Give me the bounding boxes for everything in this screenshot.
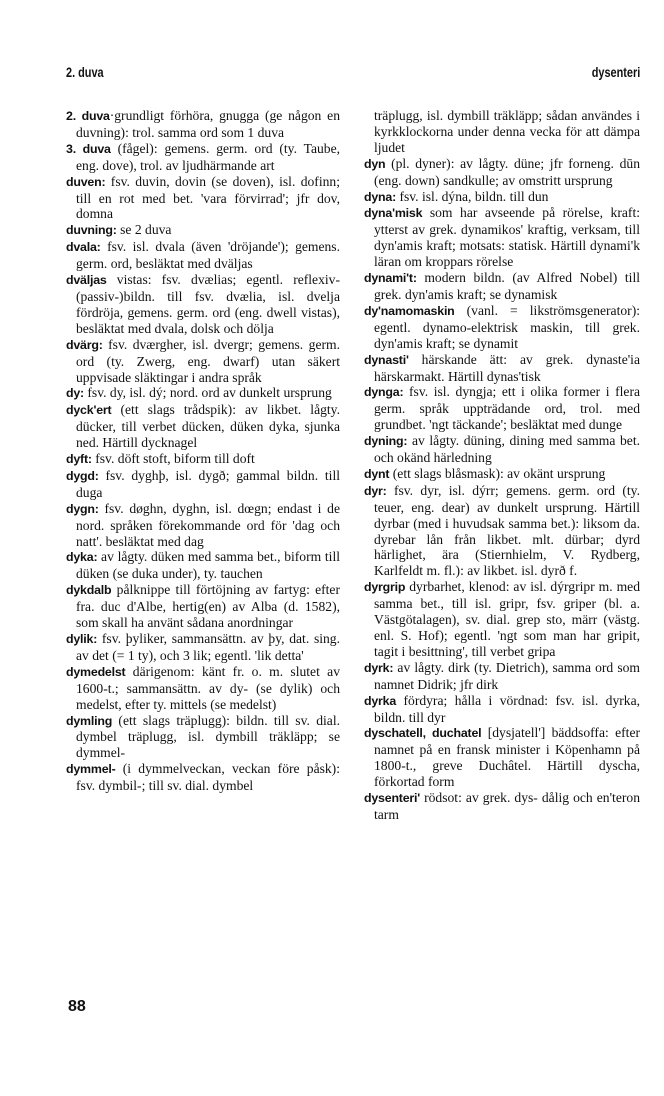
entry-headword: dymling [66, 713, 113, 728]
dictionary-entry [364, 189, 640, 206]
dictionary-entry [66, 174, 340, 223]
entry-definition: fsv. döft stoft, biform till doft [91, 451, 255, 467]
entry-definition: fsv. døghn, dyghn, isl. dœgn; endast i de nord. språken förekommande ord för 'dag och natt'. besläktat med dag [76, 500, 340, 549]
dictionary-entry [66, 582, 340, 631]
entry-headword: dymedelst [66, 664, 126, 679]
dictionary-entry [364, 466, 640, 483]
entry-definition: (ett slags blåsmask): av okänt ursprung [389, 465, 606, 481]
entry-definition: av lågty. düken med samma bet., biform till düken (se duka under), ty. tauchen [76, 549, 340, 582]
entry-headword: dyn [364, 156, 386, 171]
entry-definition: vistas: fsv. dvælias; egentl. reflexiv-(passiv-)bildn. till fsv. dvælia, isl. dvelja fördröja, gemens. germ. ord (eng. dwell vistas), besläktat med dvala, dolsk och dölja [76, 272, 340, 336]
entry-headword: dvärg: [66, 337, 103, 352]
running-header [66, 64, 640, 84]
entry-headword: dyrka [364, 693, 397, 708]
entry-headword: dy'namomaskin [364, 303, 455, 318]
dictionary-entry [364, 433, 640, 466]
entry-definition: fsv. þyliker, sammansättn. av þy, dat. sing. av det (= 1 ty), och 3 lik; egentl. 'lik detta' [76, 631, 340, 663]
entry-headword: dyrk: [364, 660, 394, 675]
dictionary-entry [364, 579, 640, 660]
dictionary-entry [364, 790, 640, 823]
dictionary-entry [66, 337, 340, 386]
entry-definition: (pl. dyner): av lågty. düne; jfr forneng. dūn (eng. down) sandkulle; av omstritt ursprung [374, 155, 640, 188]
entry-definition: härskande ätt: av grek. dynaste'ia härskarmakt. Härtill dynas'tisk [374, 351, 640, 384]
entry-headword: 2. duva [66, 109, 110, 123]
dictionary-entry [66, 761, 340, 794]
dictionary-entry [364, 156, 640, 189]
entry-headword: dygd: [66, 468, 99, 483]
dictionary-entry [66, 239, 340, 272]
dictionary-entry [364, 725, 640, 790]
entry-definition: se 2 duva [116, 222, 172, 238]
entry-headword: dynga: [364, 385, 404, 400]
entry-headword: dväljas [66, 273, 107, 288]
entry-headword: dyning: [364, 434, 408, 449]
right-column [364, 108, 640, 823]
dictionary-entry [364, 660, 640, 693]
dictionary-entry [66, 664, 340, 713]
header-right-guideword: dysenteri [591, 64, 640, 80]
entry-definition: (vanl. = likströmsgenerator): egentl. dynamo-elektrisk maskin, till grek. dyn'amis kraft; se dynamit [374, 302, 640, 351]
header-left-guideword: 2. duva [66, 64, 104, 80]
entry-definition: fsv. isl. dyngja; ett i olika former i flera germ. språk uppträdande ord, trol. med grundbet. 'ngt täckande'; besläktat med dunge [374, 384, 640, 433]
entry-headword: dyrgrip [364, 580, 406, 595]
entry-headword: dysenteri' [364, 791, 421, 806]
entry-definition: (ett slags trådspik): av likbet. lågty. dücker, till verbet dücken, düken dyka, sjunka ned. Härtill dycknagel [76, 402, 340, 451]
entry-definition: fsv. dyr, isl. dýrr; gemens. germ. ord (ty. teuer, eng. dear) av dunkelt ursprung. Härtill dyrbar (med i huvudsak samma bet.): liksom da. dyrebar lån från likbet. mlt. dürbar; dyrd härlighet, ära (Stiernhielm, V. Rydberg, Karlfeldt m. fl.): av likbet. isl. dyrð f. [374, 482, 640, 579]
entry-headword: dyschatell, duchatel [364, 726, 482, 741]
entry-headword: dykdalb [66, 583, 112, 598]
dictionary-entry [364, 303, 640, 352]
entry-definition: modern bildn. (av Alfred Nobel) till grek. dyn'amis kraft; se dynamisk [374, 270, 640, 302]
dictionary-entry [66, 385, 340, 402]
entry-headword: dynami't: [364, 271, 417, 286]
dictionary-entry [66, 222, 340, 239]
entry-definition: [dysjatell'] bäddsoffa: efter namnet på en fransk minister i Köpenhamn på 1800-t., greve Duchâtel. Härtill dyscha, förkortad form [374, 725, 640, 790]
entry-definition: fsv. dy, isl. dý; nord. ord av dunkelt ursprung [84, 385, 332, 401]
entry-headword: dylik: [66, 632, 98, 646]
entry-headword: 3. duva [66, 141, 111, 156]
entry-definition: fsv. duvin, dovin (se doven), isl. dofinn; till en rot med bet. 'vara förvirrad'; jfr dov, domna [76, 173, 340, 222]
entry-headword: dyna: [364, 189, 397, 204]
entry-definition: (ett slags träplugg): bildn. till sv. dial. dymbel träplugg, isl. dymbill träkläpp; se dymmel- [76, 712, 340, 761]
dictionary-entry [66, 108, 340, 141]
entry-headword: dyka: [66, 550, 98, 565]
entry-definition: fsv. dyghþ, isl. dygð; gammal bildn. till duga [76, 467, 340, 500]
dictionary-entry [364, 483, 640, 579]
dictionary-entry [66, 272, 340, 337]
dictionary-entry [66, 402, 340, 451]
page-number: 88 [68, 998, 86, 1015]
dictionary-entry [66, 451, 340, 468]
entry-headword: dynt [364, 466, 390, 481]
dictionary-entry [66, 631, 340, 664]
dictionary-entry [364, 270, 640, 303]
left-column [66, 108, 340, 794]
entry-definition: träplugg, isl. dymbill träkläpp; sådan användes i kyrkklockorna under denna vecka för att dämpa ljudet [374, 108, 640, 155]
dictionary-entry [66, 549, 340, 582]
dictionary-entry [66, 468, 340, 501]
dictionary-entry [66, 501, 340, 550]
entry-headword: dy: [66, 386, 84, 401]
dictionary-entry [364, 205, 640, 270]
entry-headword: dvala: [66, 240, 101, 255]
entry-definition: av lågty. dirk (ty. Dietrich), samma ord som namnet Didrik; jfr dirk [374, 659, 640, 692]
entry-definition: fördyra; hålla i vördnad: fsv. isl. dyrka, bildn. till dyr [374, 692, 640, 725]
entry-headword: dynasti' [364, 352, 409, 367]
dictionary-entry [364, 693, 640, 726]
entry-definition: (fågel): gemens. germ. ord (ty. Taube, eng. dove), trol. av ljudhärmande art [76, 140, 341, 173]
dictionary-entry [364, 352, 640, 385]
entry-headword: dyck'ert [66, 403, 112, 418]
entry-headword: duven: [66, 174, 106, 189]
dictionary-entry [66, 713, 340, 762]
entry-definition: dyrbarhet, klenod: av isl. dýrgripr m. med samma bet., till isl. gripr, fsv. griper (bl. a. Västgötalagen), sv. dial. grep sto, märr (västg. enl. S. Hof); egentl. 'ngt som man har gripit, tagit i besittning', till verbet gripa [374, 579, 640, 659]
entry-headword: dymmel- [66, 762, 116, 777]
entry-definition: rödsot: av grek. dys- dålig och en'teron tarm [374, 790, 640, 822]
entry-definition: därigenom: känt fr. o. m. slutet av 1600-t.; sammansättn. av dy- (se dylik) och medelst, efter ty. mittels (se medelst) [76, 663, 340, 712]
entry-headword: dyr: [364, 483, 387, 498]
entry-headword: duvning: [66, 223, 117, 238]
entry-definition: fsv. isl. dýna, bildn. till dun [396, 188, 549, 204]
entry-definition: pålknippe till förtöjning av fartyg: efter fra. duc d'Albe, hertig(en) av Alba (d. 1582), som skall ha använt sådana anordningar [76, 582, 340, 631]
entry-definition: (i dymmelveckan, veckan före påsk): fsv. dymbil-; till sv. dial. dymbel [76, 761, 340, 794]
entry-definition: fsv. dværgher, isl. dvergr; gemens. germ. ord (ty. Zwerg, eng. dwarf) utan säkert uppvisade släktingar i andra språk [76, 336, 340, 385]
entry-definition: ·grundligt förhöra, gnugga (ge någon en duvning): trol. samma ord som 1 duva [76, 108, 340, 140]
entry-definition: fsv. isl. dvala (även 'dröjande'); gemens. germ. ord, besläktat med dväljas [76, 239, 340, 272]
dictionary-entry [364, 384, 640, 433]
dictionary-entry [364, 108, 640, 156]
entry-headword: dyna'misk [364, 206, 423, 221]
entry-headword: dygn: [66, 501, 99, 516]
dictionary-entry [66, 141, 340, 174]
entry-definition: som har avseende på rörelse, kraft: ytterst av grek. dynamikos' kraftig, verksam, till dyn'amis kraft; motsats: statisk. Härtill dynami'k läran om kroppars rörelse [374, 205, 640, 270]
entry-headword: dyft: [66, 452, 92, 467]
entry-definition: av lågty. düning, dining med samma bet. och okänd härledning [374, 433, 640, 466]
